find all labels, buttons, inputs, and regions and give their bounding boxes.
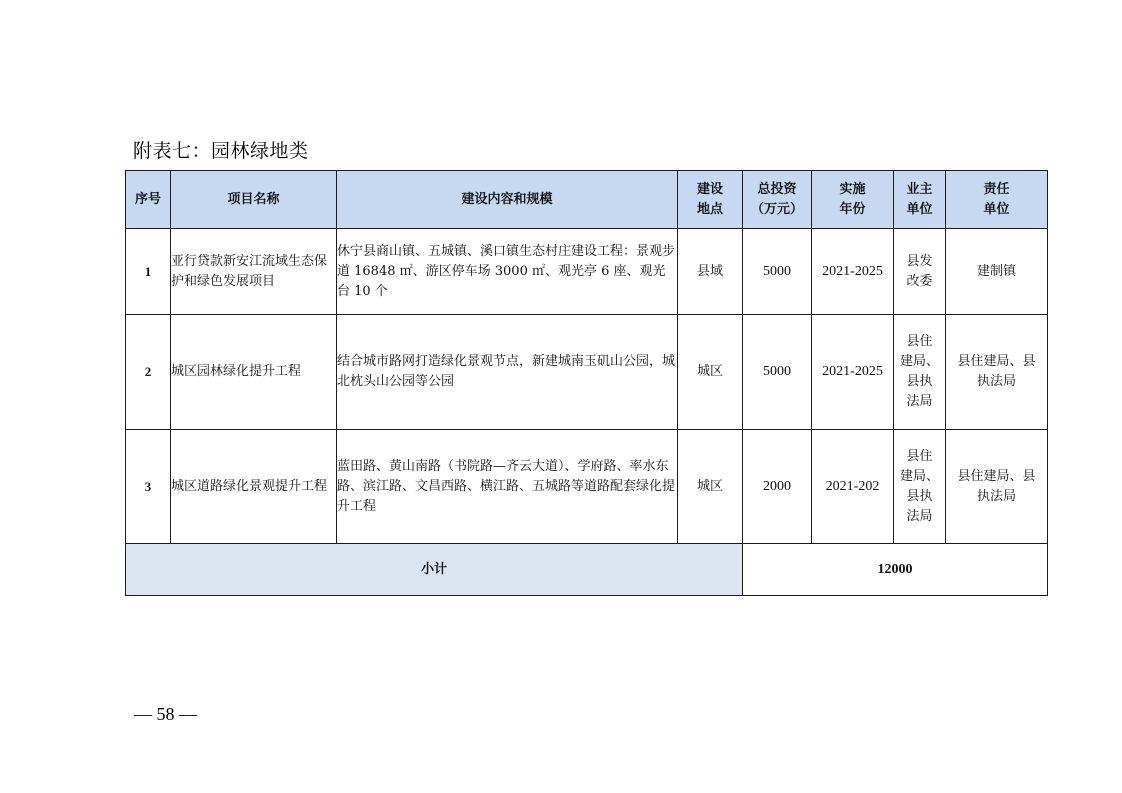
row-investment: 5000 [743, 229, 812, 315]
row-project-name: 城区园林绿化提升工程 [171, 315, 337, 430]
subtotal-label: 小计 [126, 544, 743, 596]
header-responsible: 责任 单位 [946, 171, 1048, 229]
row-owner: 县发 改委 [894, 229, 946, 315]
header-name: 项目名称 [171, 171, 337, 229]
row-location: 城区 [678, 315, 743, 430]
row-responsible: 建制镇 [946, 229, 1048, 315]
row-project-name: 城区道路绿化景观提升工程 [171, 430, 337, 544]
row-seq: 2 [126, 315, 171, 430]
table-row [126, 315, 1048, 430]
row-investment: 2000 [743, 430, 812, 544]
header-investment: 总投资 （万元） [743, 171, 812, 229]
table-title: 附表七：园林绿地类 [133, 140, 309, 162]
page-number: — 58 — [134, 704, 197, 724]
row-seq: 1 [126, 229, 171, 315]
table-row [126, 430, 1048, 544]
row-content: 结合城市路网打造绿化景观节点，新建城南玉矶山公园，城北枕头山公园等公园 [337, 315, 678, 430]
row-project-name: 亚行贷款新安江流域生态保护和绿色发展项目 [171, 229, 337, 315]
project-table [125, 170, 1048, 596]
subtotal-row [126, 544, 1048, 596]
row-location: 县域 [678, 229, 743, 315]
header-seq: 序号 [126, 171, 171, 229]
header-location: 建设 地点 [678, 171, 743, 229]
row-responsible: 县住建局、县 执法局 [946, 315, 1048, 430]
header-owner: 业主 单位 [894, 171, 946, 229]
row-owner: 县住 建局、 县执 法局 [894, 430, 946, 544]
row-owner: 县住 建局、 县执 法局 [894, 315, 946, 430]
row-investment: 5000 [743, 315, 812, 430]
table-row [126, 229, 1048, 315]
row-content: 蓝田路、黄山南路（书院路—齐云大道）、学府路、率水东路、滨江路、文昌西路、横江路、五城路等道路配套绿化提升工程 [337, 430, 678, 544]
row-seq: 3 [126, 430, 171, 544]
header-row [126, 171, 1048, 229]
header-period: 实施 年份 [812, 171, 894, 229]
row-location: 城区 [678, 430, 743, 544]
row-period: 2021-2025 [812, 229, 894, 315]
row-content: 休宁县商山镇、五城镇、溪口镇生态村庄建设工程：景观步道 16848 ㎡、游区停车场 3000 ㎡、观光亭 6 座、观光台 10 个 [337, 229, 678, 315]
subtotal-value: 12000 [743, 544, 1048, 596]
header-content: 建设内容和规模 [337, 171, 678, 229]
row-period: 2021-2025 [812, 315, 894, 430]
row-responsible: 县住建局、县 执法局 [946, 430, 1048, 544]
row-period: 2021-202 [812, 430, 894, 544]
